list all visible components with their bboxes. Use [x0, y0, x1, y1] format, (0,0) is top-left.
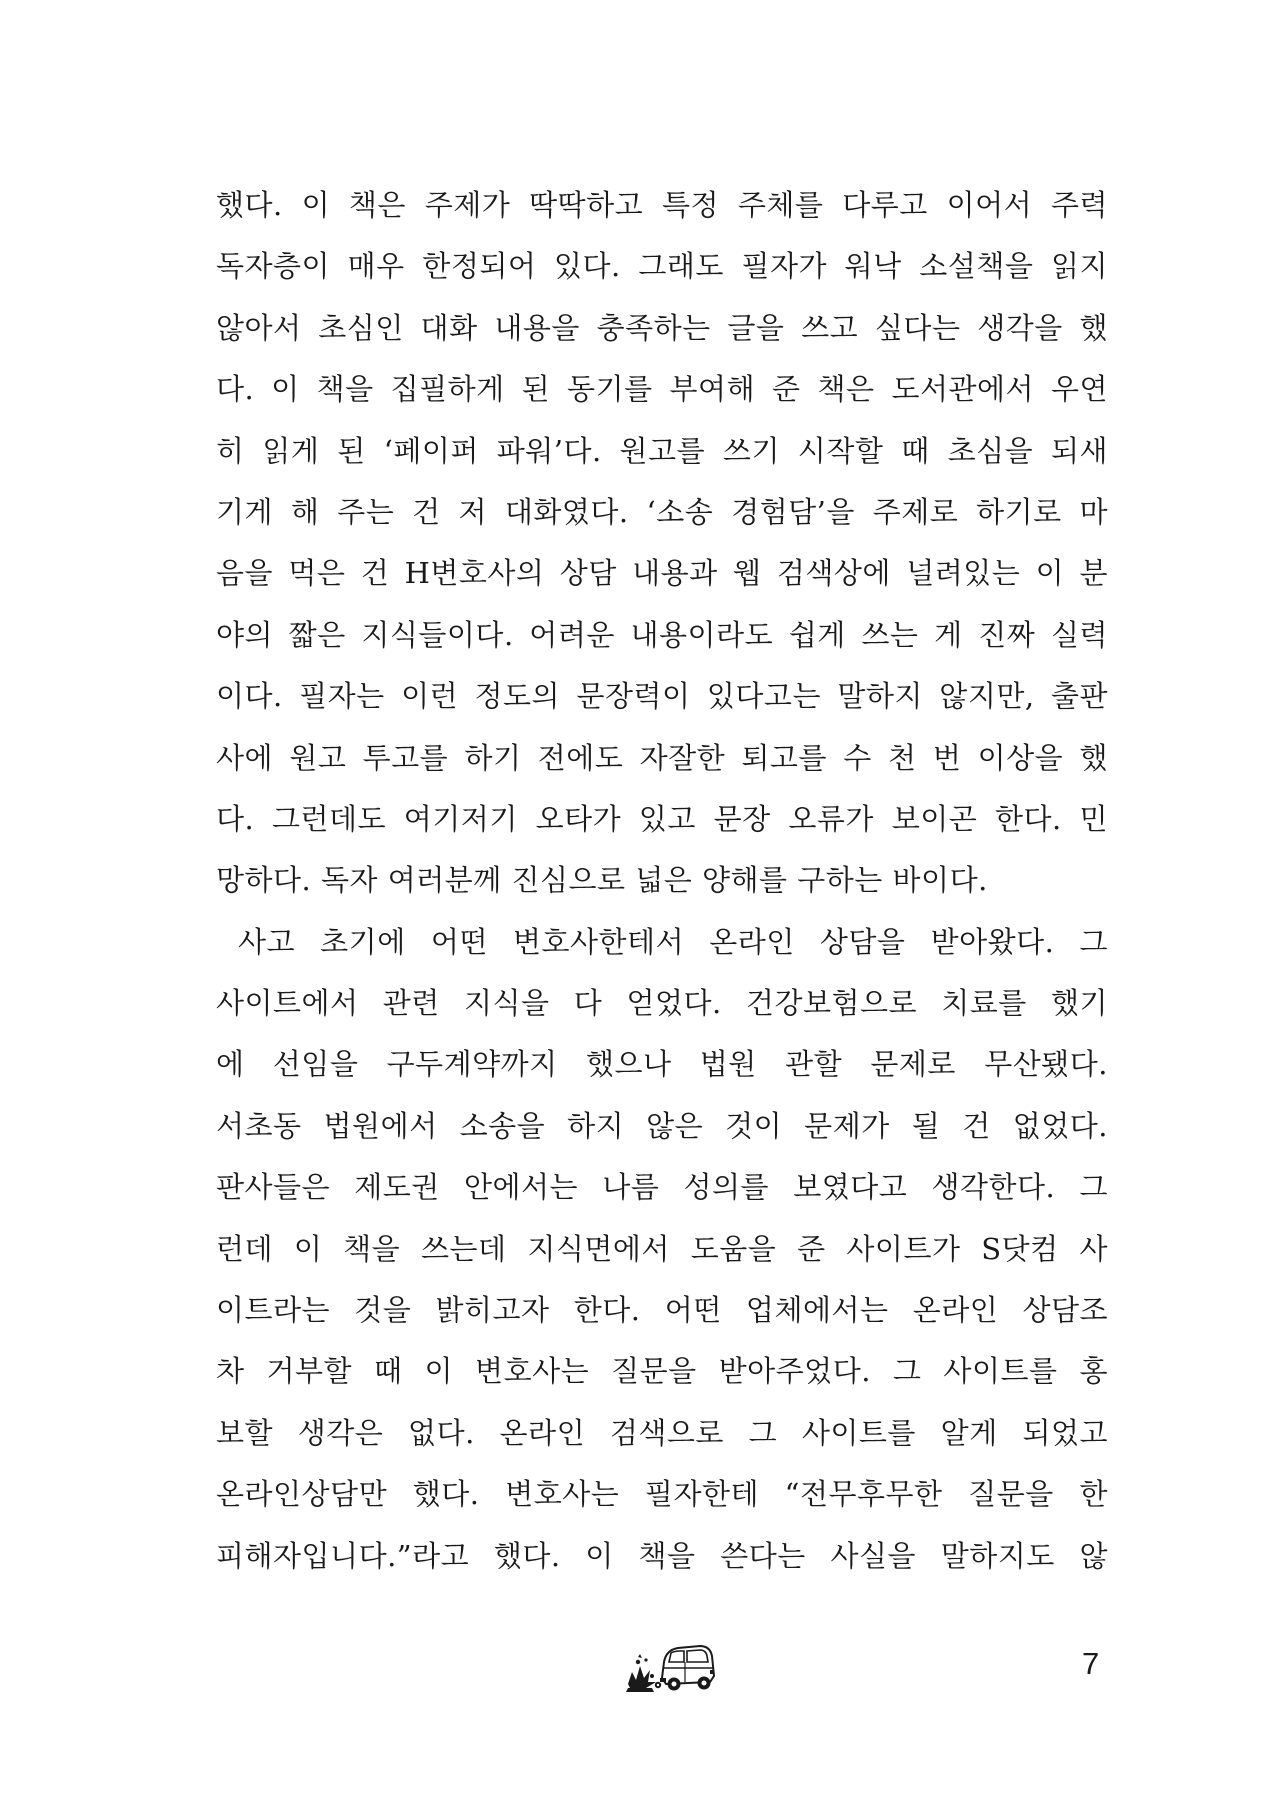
car-accident-illustration-icon [622, 1632, 718, 1694]
text-line: 기게 해 주는 건 저 대화였다. ‘소송 경험담’을 주제로 하기로 마 [216, 494, 1108, 529]
text-line: 피해자입니다.”라고 했다. 이 책을 쓴다는 사실을 말하지도 않 [216, 1538, 1108, 1573]
text-line: 히 읽게 된 ‘페이퍼 파워’다. 원고를 쓰기 시작할 때 초심을 되새 [216, 433, 1108, 468]
text-line: 망하다. 독자 여러분께 진심으로 넓은 양해를 구하는 바이다. [216, 863, 988, 898]
text-line: 서초동 법원에서 소송을 하지 않은 것이 문제가 될 건 없었다. [216, 1108, 1108, 1143]
text-line: 이트라는 것을 밝히고자 한다. 어떤 업체에서는 온라인 상담조 [216, 1293, 1108, 1328]
text-line: 런데 이 책을 쓰는데 지식면에서 도움을 준 사이트가 S닷컴 사 [216, 1231, 1108, 1266]
text-line: 에 선임을 구두계약까지 했으나 법원 관할 문제로 무산됐다. [216, 1047, 1108, 1082]
text-line: 사고 초기에 어떤 변호사한테서 온라인 상담을 받아왔다. 그 [238, 924, 1108, 959]
page-number: 7 [1082, 1646, 1100, 1681]
text-line: 판사들은 제도권 안에서는 나름 성의를 보였다고 생각한다. 그 [216, 1170, 1108, 1205]
body-text [216, 175, 1108, 1587]
text-line: 차 거부할 때 이 변호사는 질문을 받아주었다. 그 사이트를 홍 [216, 1354, 1108, 1389]
text-line: 보할 생각은 없다. 온라인 검색으로 그 사이트를 알게 되었고 [216, 1415, 1108, 1450]
text-line: 독자층이 매우 한정되어 있다. 그래도 필자가 워낙 소설책을 읽지 [216, 249, 1108, 284]
text-line: 이다. 필자는 이런 정도의 문장력이 있다고는 말하지 않지만, 출판 [216, 679, 1108, 714]
text-line: 음을 먹은 건 H변호사의 상담 내용과 웹 검색상에 널려있는 이 분 [216, 556, 1108, 591]
text-line: 했다. 이 책은 주제가 딱딱하고 특정 주체를 다루고 이어서 주력 [216, 188, 1108, 222]
text-line: 다. 그런데도 여기저기 오타가 있고 문장 오류가 보이곤 한다. 민 [216, 801, 1108, 836]
text-line: 온라인상담만 했다. 변호사는 필자한테 “전무후무한 질문을 한 [216, 1477, 1108, 1512]
text-line: 다. 이 책을 집필하게 된 동기를 부여해 준 책은 도서관에서 우연 [216, 372, 1108, 407]
text-line: 사이트에서 관련 지식을 다 얻었다. 건강보험으로 치료를 했기 [216, 986, 1108, 1021]
text-line: 않아서 초심인 대화 내용을 충족하는 글을 쓰고 싶다는 생각을 했 [216, 310, 1108, 345]
text-line: 야의 짧은 지식들이다. 어려운 내용이라도 쉽게 쓰는 게 진짜 실력 [216, 617, 1108, 652]
text-line: 사에 원고 투고를 하기 전에도 자잘한 퇴고를 수 천 번 이상을 했 [216, 740, 1108, 775]
